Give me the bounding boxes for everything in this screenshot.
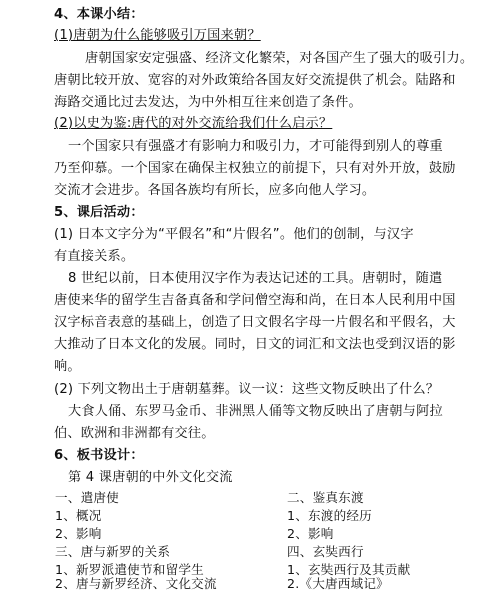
board-left-item-5: 1、新罗派遣使节和留学生 [55,562,204,577]
activity-1-line-2: 有直接关系。 [54,249,135,264]
answer-2-line-2: 乃至仰慕。一个国家在确保主权独立的前提下，只有对外开放，鼓励 [54,161,456,176]
board-left-item-4: 三、唐与新罗的关系 [55,544,171,559]
activity-1-line-1: (1) 日本文字分为“平假名”和“片假名”。他们的创制，与汉字 [54,227,414,242]
board-right-item-5: 1、玄奘西行及其贡献 [287,562,411,577]
board-title: 第 4 课唐朝的中外文化交流 [68,470,233,485]
board-right-item-6: 2.《大唐西域记》 [287,576,389,591]
board-right-item-4: 四、玄奘西行 [287,544,364,559]
question-1: (1)唐朝为什么能够吸引万国来朝？ [54,28,261,43]
section-5-heading: 5、课后活动： [54,205,144,220]
activity-para-line-5: 响。 [54,359,81,374]
activity-para-line-3: 汉字标音表意的基础上，创造了日文假名字母一片假名和平假名，大 [54,315,456,330]
section-6-heading: 6、板书设计： [54,448,144,463]
board-right-item-2: 1、东渡的经历 [287,508,372,523]
activity-para-line-2: 唐使来华的留学生吉备真备和学问僧空海和尚，在日本人民利用中国 [54,293,456,308]
activity-2-answer-line-1: 大食人俑、东罗马金币、非洲黑人俑等文物反映出了唐朝与阿拉 [68,404,443,419]
board-left-item-3: 2、影响 [55,526,102,541]
board-right-item-3: 2、影响 [287,526,334,541]
activity-para-line-1: 8 世纪以前，日本使用汉字作为表达记述的工具。唐朝时，随遣 [68,271,443,286]
answer-1-line-1: 唐朝国家安定强盛、经济文化繁荣，对各国产生了强大的吸引力。 [85,51,474,66]
board-left-item-1: 一、遣唐使 [55,490,119,505]
section-4-heading: 4、本课小结： [54,7,144,22]
activity-para-line-4: 大推动了日本文化的发展。同时，日文的词汇和文法也受到汉语的影 [54,337,456,352]
board-left-item-2: 1、概况 [55,508,102,523]
board-right-item-1: 二、鉴真东渡 [287,490,364,505]
activity-2-answer-line-2: 伯、欧洲和非洲都有交往。 [54,426,215,441]
activity-2-question: (2) 下列文物出土于唐朝墓葬。议一议：这些文物反映出了什么？ [54,382,440,397]
answer-1-line-2: 唐朝比较开放、宽容的对外政策给各国友好交流提供了机会。陆路和 [54,73,456,88]
answer-2-line-3: 交流才会进步。各国各族均有所长，应多向他人学习。 [54,183,376,198]
answer-2-line-1: 一个国家只有强盛才有影响力和吸引力，才可能得到别人的尊重 [68,139,443,154]
answer-1-line-3: 海路交通比过去发达，为中外相互往来创造了条件。 [54,95,362,110]
question-2: (2)以史为鉴:唐代的对外交流给我们什么启示？ [54,116,333,131]
board-left-item-6: 2、唐与新罗经济、文化交流 [55,576,217,591]
